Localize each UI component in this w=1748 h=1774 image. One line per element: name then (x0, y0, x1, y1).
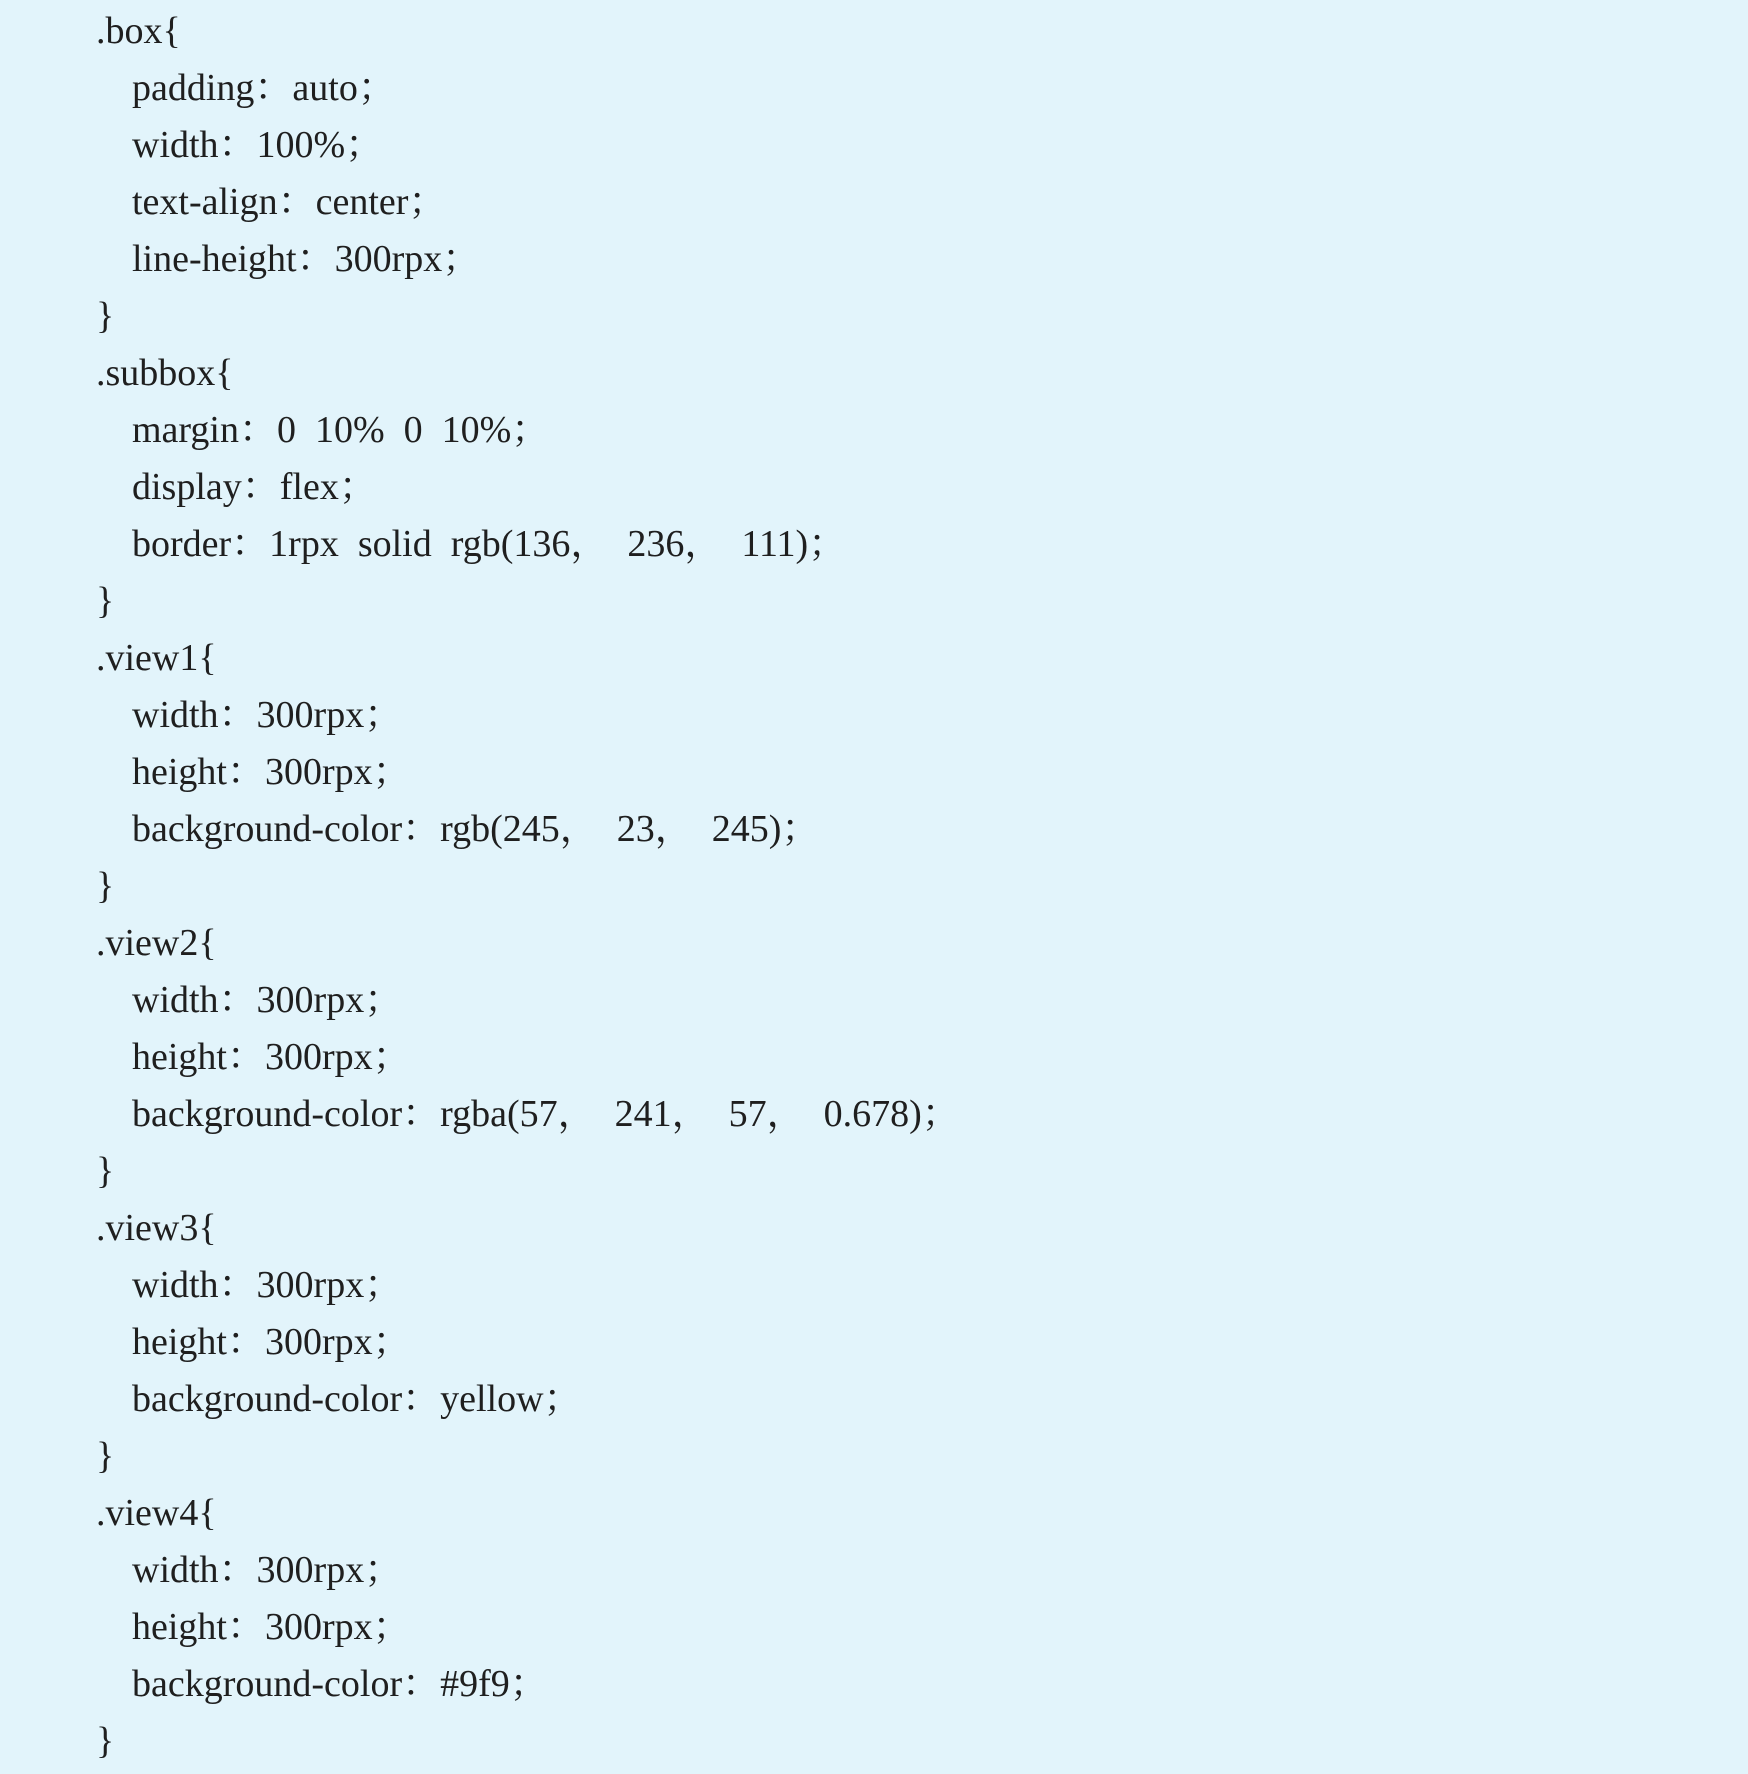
code-line-selector-subbox: .subbox{ (96, 352, 234, 394)
code-line-width: width：300rpx； (132, 694, 403, 736)
code-line-background-color: background-color：yellow； (132, 1378, 582, 1420)
code-line-line-height: line-height：300rpx； (132, 238, 481, 280)
code-line-close-brace: } (96, 1150, 115, 1192)
code-line-close-brace: } (96, 1720, 115, 1762)
code-line-close-brace: } (96, 1435, 115, 1477)
code-line-height: height：300rpx； (132, 1321, 411, 1363)
code-line-background-color: background-color：#9f9； (132, 1663, 548, 1705)
code-line-selector-box: .box{ (96, 10, 181, 52)
code-line-width: width：300rpx； (132, 1264, 403, 1306)
code-line-height: height：300rpx； (132, 751, 411, 793)
code-line-height: height：300rpx； (132, 1036, 411, 1078)
code-line-selector-view4: .view4{ (96, 1492, 217, 1534)
code-line-close-brace: } (96, 865, 115, 907)
code-line-text-align: text-align：center； (132, 181, 447, 223)
code-line-close-brace: } (96, 580, 115, 622)
code-line-selector-view3: .view3{ (96, 1207, 217, 1249)
code-line-border: border：1rpx solid rgb(136， 236， 111)； (132, 523, 847, 565)
code-line-height: height：300rpx； (132, 1606, 411, 1648)
code-line-selector-view2: .view2{ (96, 922, 217, 964)
code-line-close-brace: } (96, 295, 115, 337)
code-line-background-color: background-color：rgba(57， 241， 57， 0.678)； (132, 1093, 960, 1135)
code-line-width: width：100%； (132, 124, 384, 166)
code-line-width: width：300rpx； (132, 979, 403, 1021)
code-line-background-color: background-color：rgb(245， 23， 245)； (132, 808, 820, 850)
code-line-width: width：300rpx； (132, 1549, 403, 1591)
code-line-margin: margin：0 10% 0 10%； (132, 409, 550, 451)
code-line-padding: padding：auto； (132, 67, 396, 109)
code-line-display: display：flex； (132, 466, 377, 508)
code-line-selector-view1: .view1{ (96, 637, 217, 679)
